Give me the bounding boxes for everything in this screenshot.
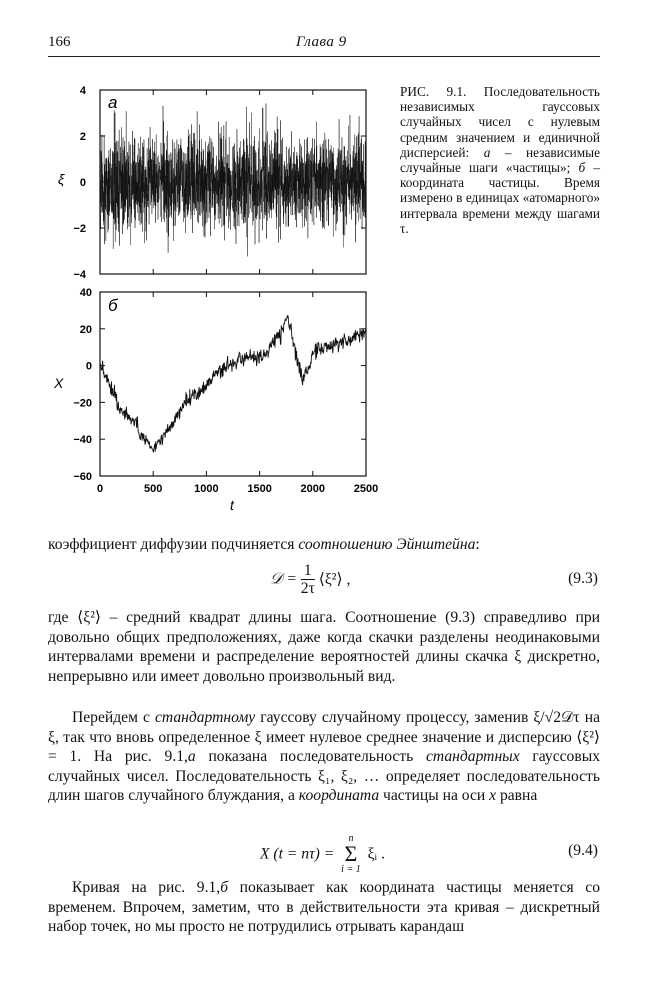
eq94-rhs: ξᵢ . (367, 845, 385, 863)
panel-b-ytick-label: 0 (85, 360, 92, 373)
panel-b-xtick-label: 0 (96, 483, 104, 495)
panel-a-ytick-label: 2 (79, 131, 86, 143)
caption-b-label: б (578, 160, 586, 176)
panel-b-xtick-label: 1500 (247, 483, 272, 495)
caption-lead: РИС. 9.1. Последовательность независимых гауссовых случайных чисел с нулевым средним значением и единичной дисперсией: (400, 84, 600, 160)
eq94-sum-top: n (348, 833, 354, 844)
p1-em: соотношению Эйнштейна (298, 536, 476, 553)
figure-9-1 (50, 78, 380, 518)
header-rule (48, 56, 600, 57)
page-number: 166 (48, 34, 71, 50)
equation-9-4 (48, 828, 600, 874)
equation-9-3 (48, 562, 600, 602)
p1-pre: коэффициент диффузии подчиняется (48, 536, 299, 553)
p3-5: частицы на оси (379, 787, 490, 805)
eq93-fraction (301, 562, 315, 597)
panel-a-ytick-label: −2 (73, 223, 86, 235)
eq93-body (270, 562, 350, 597)
panel-b-ytick-label: −60 (73, 471, 92, 483)
eq94-lhs: X (t = nτ) = (260, 845, 335, 863)
paragraph-coordinate-curve (48, 878, 600, 937)
panel-a-ytick-label: 4 (79, 85, 86, 97)
panel-b-xtick-label: 500 (144, 483, 163, 495)
p3-em2: а (187, 748, 196, 766)
panel-a-label: а (108, 93, 118, 112)
panel-b-xtick-label: 1000 (194, 483, 219, 495)
caption-a-label: а (483, 144, 491, 160)
panel-b-ytick-label: −20 (73, 397, 92, 410)
panel-b-ytick-label: 40 (79, 287, 92, 299)
eq93-lhs: 𝒟 = (270, 570, 297, 588)
panel-b-ylabel: X (54, 375, 64, 391)
paragraph-standard-process (48, 708, 600, 806)
eq93-number: (9.3) (568, 570, 598, 587)
p4-2: показывает как координата частицы меняется со временем. Впрочем, заметим, что в действительности эта кривая – дискретный набор точек, но мы просто не потрудились отрывать карандаш (48, 879, 600, 936)
p3-3: показана последовательность (195, 748, 426, 766)
paragraph-einstein (48, 535, 600, 555)
panel-a-ytick-label: 0 (79, 177, 86, 189)
panel-b-xlabel: t (230, 497, 234, 513)
caption-b-text: – координата частицы. Время измерено в единицах «атомарного» интервала времени между шагами τ. (400, 160, 600, 236)
panel-b-xtick-label: 2500 (353, 483, 379, 495)
panel-b-ytick-label: 20 (79, 323, 92, 336)
p1-post: : (475, 536, 480, 553)
eq94-sum-bottom: i = 1 (341, 864, 361, 875)
eq94-number: (9.4) (568, 842, 598, 859)
p3-4: гауссовых случайных чисел. Последовательность ξ₁, ξ₂, … определяет последовательность длин шагов случайного блуждания, а (48, 748, 600, 805)
p4-em1: б (220, 879, 229, 896)
eq93-den: 2τ (300, 580, 315, 597)
p3-1: Перейдем с (72, 709, 155, 726)
eq93-rhs: ⟨ξ²⟩ , (318, 571, 351, 588)
p4-1: Кривая на рис. 9.1, (72, 879, 221, 896)
chapter-title: Глава 9 (296, 34, 347, 50)
panel-a-noise-series (100, 103, 366, 256)
panel-a-ylabel: ξ (58, 171, 65, 187)
caption-a-text: – независимые случайные шаги «частицы»; (400, 144, 601, 176)
eq94-sum-symbol: Σ (344, 841, 358, 866)
panel-b-frame (100, 292, 366, 476)
eq94-sum (341, 834, 361, 875)
panel-b-y-axis (73, 287, 366, 483)
panel-b-ytick-label: −40 (73, 434, 92, 447)
p3-em3: стандартных (426, 748, 520, 766)
p3-em1: стандартному (154, 709, 256, 726)
eq93-num: 1 (303, 562, 312, 579)
panel-b (53, 287, 378, 513)
panel-a-ytick-label: −4 (73, 269, 86, 281)
figure-caption (400, 84, 600, 236)
paragraph-mean-square: где ⟨ξ²⟩ – средний квадрат длины шага. Соотношение (9.3) справедливо при довольно общих предположениях, даже когда скачки разделены неодинаковыми интервалами времени и распределение вероятностей длины скачка ξ дискретно, непрерывно или имеет довольно произвольный вид. (48, 609, 600, 685)
p3-em4: координата (298, 787, 380, 805)
panel-b-label: б (108, 296, 118, 315)
panel-b-walk-series (100, 316, 366, 452)
p3-6: равна (496, 787, 538, 805)
panel-b-x-axis (97, 292, 378, 495)
eq94-body (260, 834, 385, 875)
p3-2: гауссову случайному процессу, заменив ξ/√2𝒟τ на ξ, так что вновь определенное ξ имеет нулевое среднее значение и дисперсию ⟨ξ²⟩ = 1. На рис. 9.1, (48, 709, 600, 766)
p3-em5: x (489, 787, 497, 805)
panel-b-xtick-label: 2000 (300, 483, 326, 495)
panel-a (58, 85, 366, 281)
